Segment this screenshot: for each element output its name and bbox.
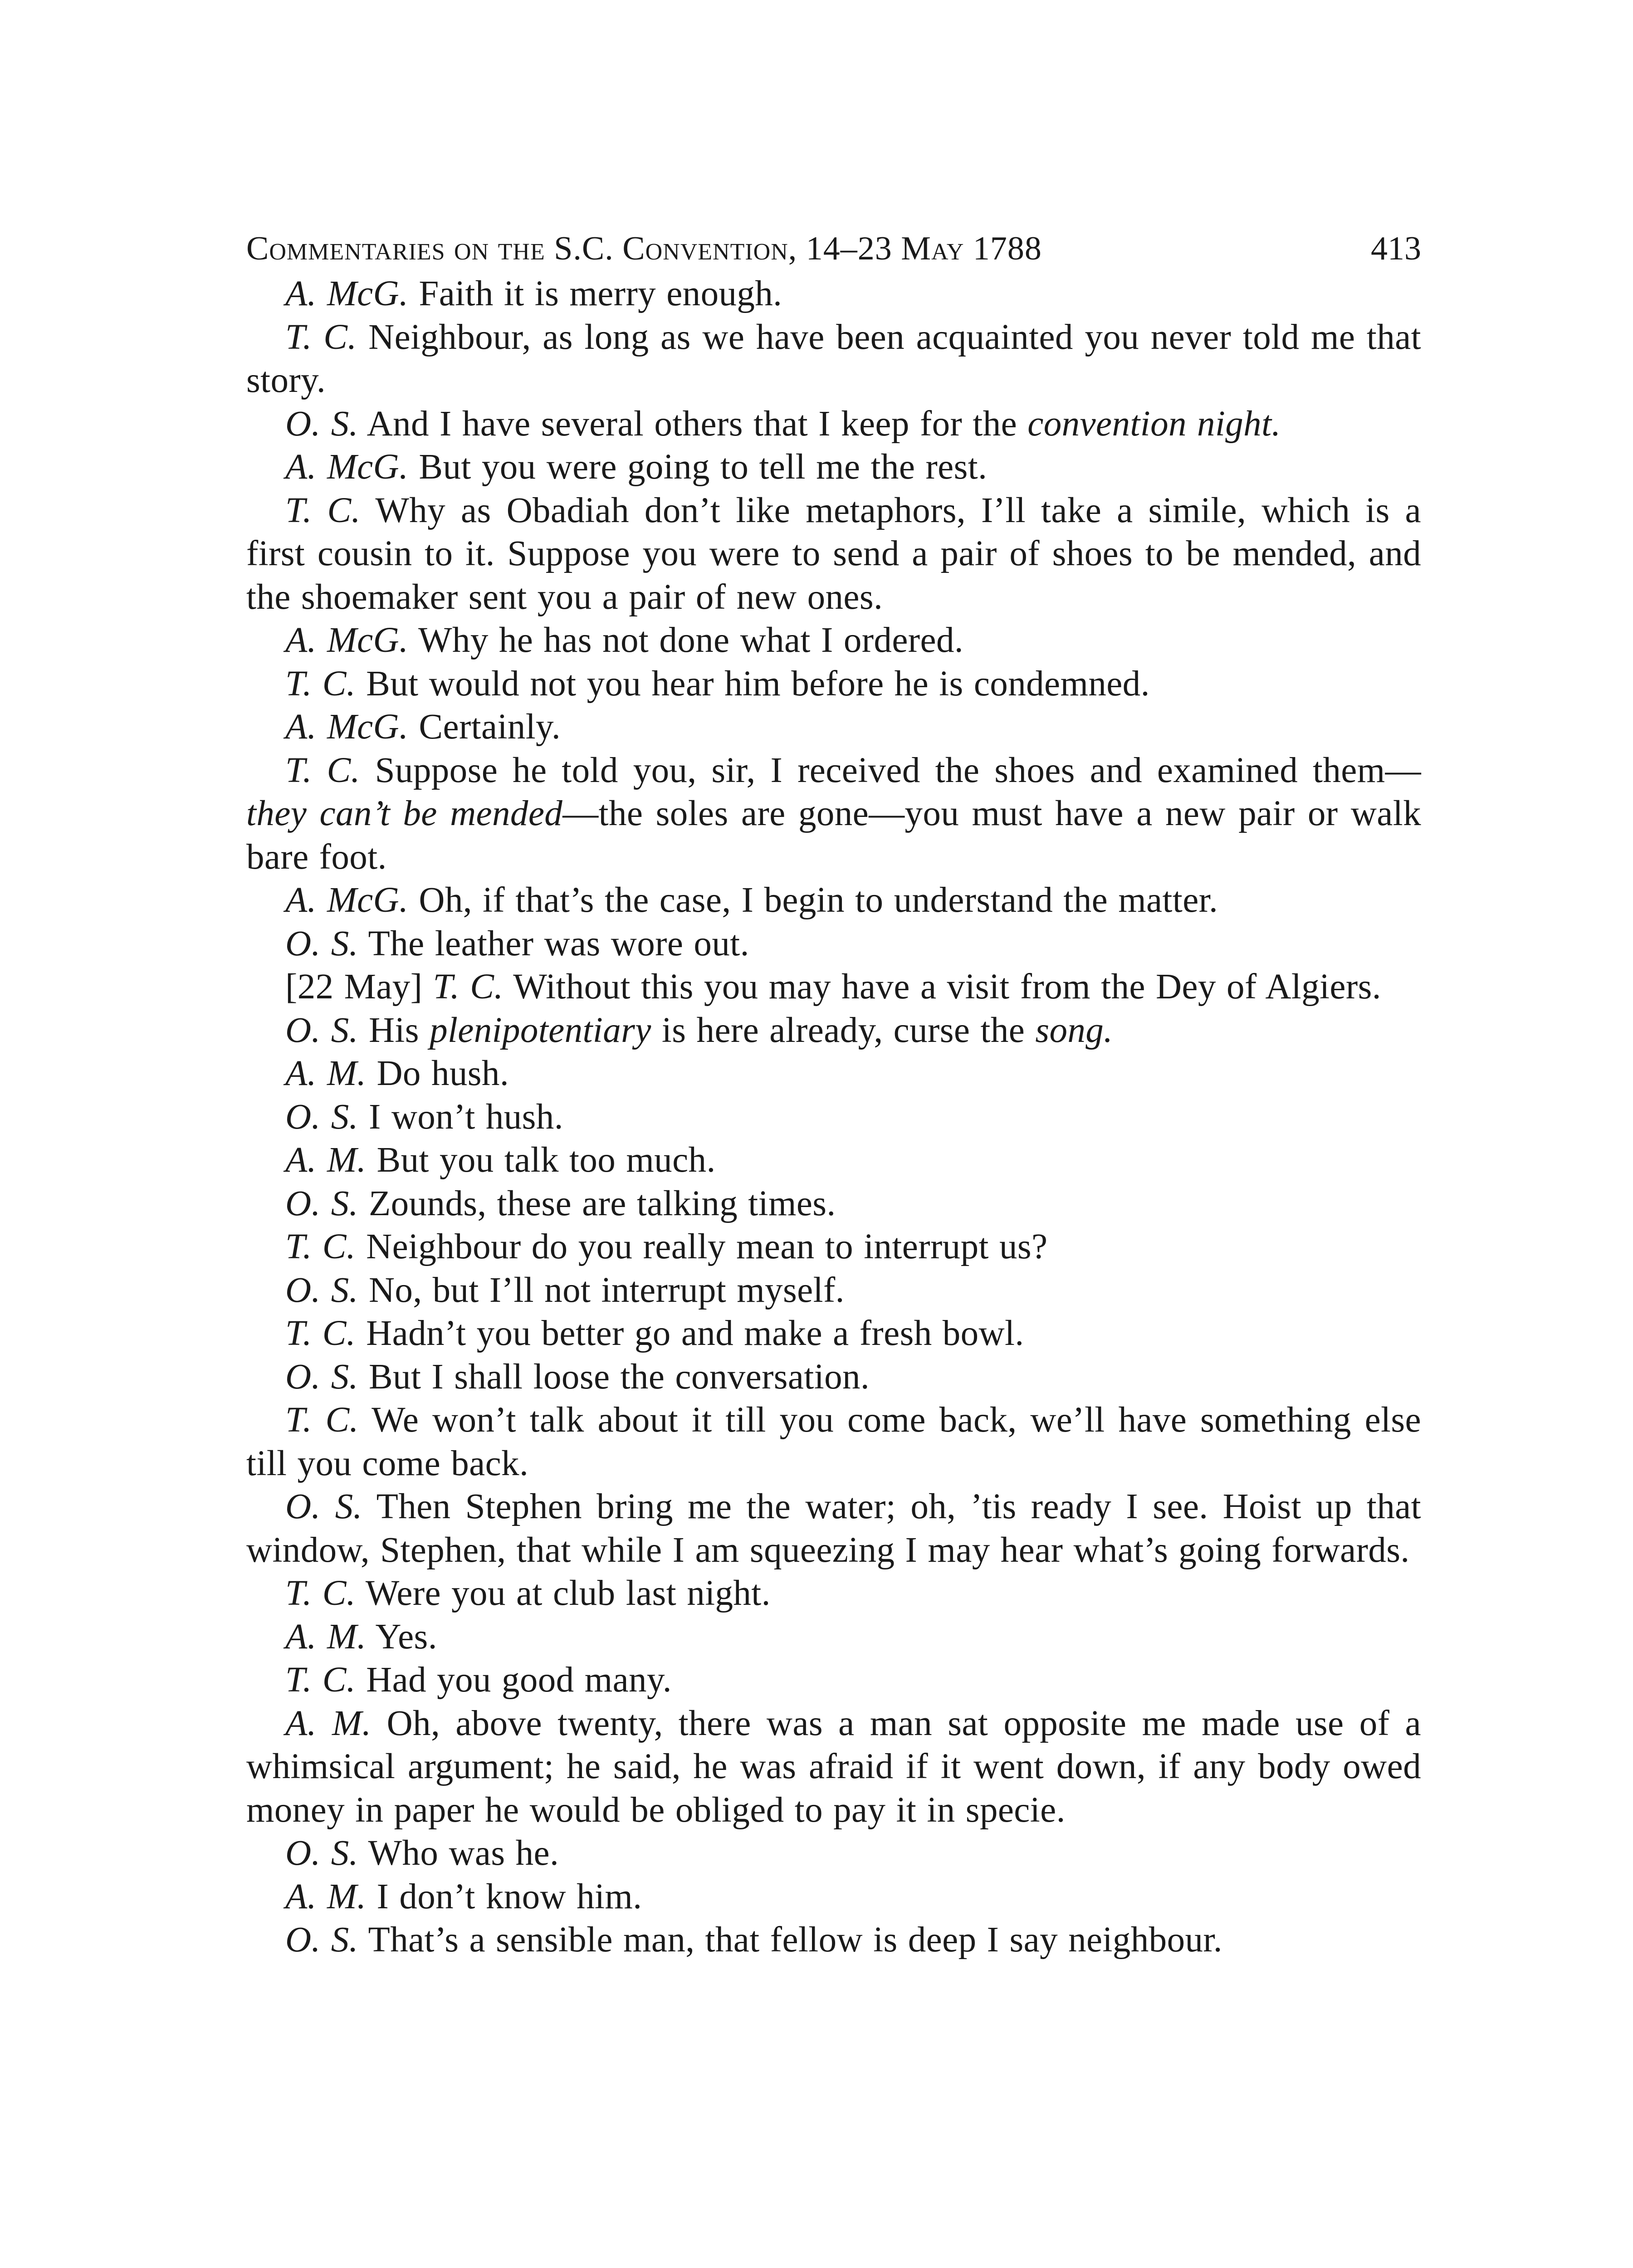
emphasis-text: they can’t be mended	[246, 794, 563, 833]
line-text-after: is here already, curse the	[651, 1010, 1036, 1050]
running-head	[246, 213, 1421, 272]
line-text: We won’t talk about it till you come back, we’ll have something else till you come back.	[246, 1400, 1421, 1483]
line-text: I won’t hush.	[358, 1097, 563, 1137]
dialogue-line	[246, 1052, 1421, 1095]
dialogue-line	[246, 1312, 1421, 1355]
line-text: Then Stephen bring me the water; oh, ’tis ready I see. Hoist up that window, Stephen, that while I am squeezing I may hear what’s going forwards.	[246, 1487, 1421, 1570]
dialogue-line	[246, 619, 1421, 662]
line-text: But you talk too much.	[366, 1140, 716, 1180]
speaker-label: O. S.	[285, 1183, 358, 1223]
dialogue-line	[246, 1182, 1421, 1226]
document-page	[246, 213, 1421, 1962]
speaker-label: A. McG.	[285, 274, 409, 313]
line-text: Oh, above twenty, there was a man sat opposite me made use of a whimsical argument; he said, he was afraid if it went down, if any body owed money in paper he would be obliged to pay it in specie.	[246, 1703, 1421, 1830]
dialogue-line	[246, 1139, 1421, 1182]
speaker-label: A. M.	[285, 1140, 367, 1180]
speaker-label: O. S.	[285, 1920, 358, 1960]
dialogue-line	[246, 1095, 1421, 1139]
speaker-label: T. C.	[285, 490, 361, 530]
line-text: Why he has not done what I ordered.	[408, 621, 964, 660]
dialogue-line	[246, 445, 1421, 489]
speaker-label: A. McG.	[285, 447, 409, 487]
dialogue-line	[246, 1658, 1421, 1702]
dialogue-line	[246, 1702, 1421, 1832]
line-text: Had you good many.	[356, 1660, 672, 1700]
line-text: Do hush.	[366, 1054, 509, 1093]
dialogue-line	[246, 1009, 1421, 1052]
speaker-label: O. S.	[285, 1270, 358, 1310]
dialogue-line	[246, 1832, 1421, 1875]
speaker-label: A. M.	[285, 1877, 367, 1916]
dialogue-line	[246, 1615, 1421, 1659]
line-text: Yes.	[366, 1617, 437, 1657]
speaker-label: O. S.	[285, 924, 358, 963]
speaker-label: A. McG.	[285, 707, 409, 747]
speaker-label: T. C.	[285, 664, 356, 704]
dialogue-line	[246, 879, 1421, 922]
speaker-label: A. M.	[285, 1703, 372, 1743]
speaker-label: O. S.	[285, 404, 358, 444]
speaker-label: T. C.	[285, 1400, 359, 1440]
line-text: Without this you may have a visit from the Dey of Algiers.	[503, 967, 1381, 1007]
line-text: I don’t know him.	[366, 1877, 642, 1916]
line-text: That’s a sensible man, that fellow is deep I say neighbour.	[358, 1920, 1222, 1960]
speaker-label: T. C.	[285, 1660, 356, 1700]
speaker-label: T. C.	[285, 1314, 356, 1353]
line-text: And I have several others that I keep for the	[358, 404, 1028, 444]
speaker-label: T. C.	[285, 750, 360, 790]
line-text: Were you at club last night.	[356, 1574, 771, 1613]
dialogue-line	[246, 316, 1421, 402]
speaker-label: O. S.	[285, 1010, 358, 1050]
line-text: The leather was wore out.	[358, 924, 749, 963]
dialogue-line	[246, 1918, 1421, 1962]
line-text: Faith it is merry enough.	[408, 274, 782, 313]
speaker-label: T. C.	[433, 967, 504, 1007]
line-text: His	[358, 1010, 430, 1050]
dialogue-line	[246, 1572, 1421, 1615]
line-text: Suppose he told you, sir, I received the shoes and examined them—	[360, 750, 1421, 790]
line-text: Why as Obadiah don’t like metaphors, I’ll take a simile, which is a first cousin to it. Suppose you were to send a pair of shoes to be mended, and the shoemaker sent you a pair of new ones.	[246, 490, 1422, 617]
dialogue-line	[246, 705, 1421, 749]
line-text: Who was he.	[358, 1833, 559, 1873]
line-text-after: —the soles are gone—you must have a new pair or walk bare foot.	[246, 794, 1422, 877]
line-text: No, but I’ll not interrupt myself.	[358, 1270, 845, 1310]
line-text: But would not you hear him before he is condemned.	[356, 664, 1150, 704]
dialogue-line	[246, 662, 1421, 706]
running-head-title: Commentaries on the S.C. Convention, 14–23 May 1788	[246, 230, 1042, 267]
line-text: But I shall loose the conversation.	[358, 1357, 870, 1397]
speaker-label: A. McG.	[285, 621, 409, 660]
line-text: Neighbour, as long as we have been acquainted you never told me that story.	[246, 317, 1421, 400]
line-text: But you were going to tell me the rest.	[408, 447, 988, 487]
page-number: 413	[1371, 230, 1421, 267]
dialogue-line	[246, 1875, 1421, 1919]
speaker-label: T. C.	[285, 1227, 356, 1266]
dialogue-body	[246, 272, 1421, 1962]
speaker-label: O. S.	[285, 1833, 358, 1873]
emphasis-text: song.	[1035, 1010, 1113, 1050]
dialogue-line	[246, 1398, 1421, 1485]
speaker-label: O. S.	[285, 1357, 358, 1397]
dialogue-line	[246, 1355, 1421, 1399]
line-text: Neighbour do you really mean to interrupt us?	[356, 1227, 1048, 1266]
dialogue-line	[246, 1269, 1421, 1312]
speaker-label: A. M.	[285, 1054, 367, 1093]
speaker-label: T. C.	[285, 1574, 356, 1613]
dialogue-line	[246, 1225, 1421, 1269]
line-text: Oh, if that’s the case, I begin to understand the matter.	[408, 880, 1218, 920]
line-text: Zounds, these are talking times.	[358, 1183, 836, 1223]
speaker-label: A. McG.	[285, 880, 409, 920]
date-prefix: [22 May]	[285, 967, 433, 1007]
line-text: Hadn’t you better go and make a fresh bowl.	[356, 1314, 1024, 1353]
dialogue-line	[246, 272, 1421, 316]
dialogue-line	[246, 1485, 1421, 1572]
dialogue-line	[246, 749, 1421, 879]
dialogue-line	[246, 402, 1421, 446]
dialogue-line	[246, 922, 1421, 966]
emphasis-text: plenipotentiary	[430, 1010, 651, 1050]
emphasis-text: convention night.	[1027, 404, 1281, 444]
line-text: Certainly.	[408, 707, 561, 747]
speaker-label: T. C.	[285, 317, 357, 357]
dialogue-line	[246, 489, 1421, 619]
dialogue-line	[246, 965, 1421, 1009]
speaker-label: A. M.	[285, 1617, 367, 1657]
speaker-label: O. S.	[285, 1487, 362, 1526]
speaker-label: O. S.	[285, 1097, 358, 1137]
